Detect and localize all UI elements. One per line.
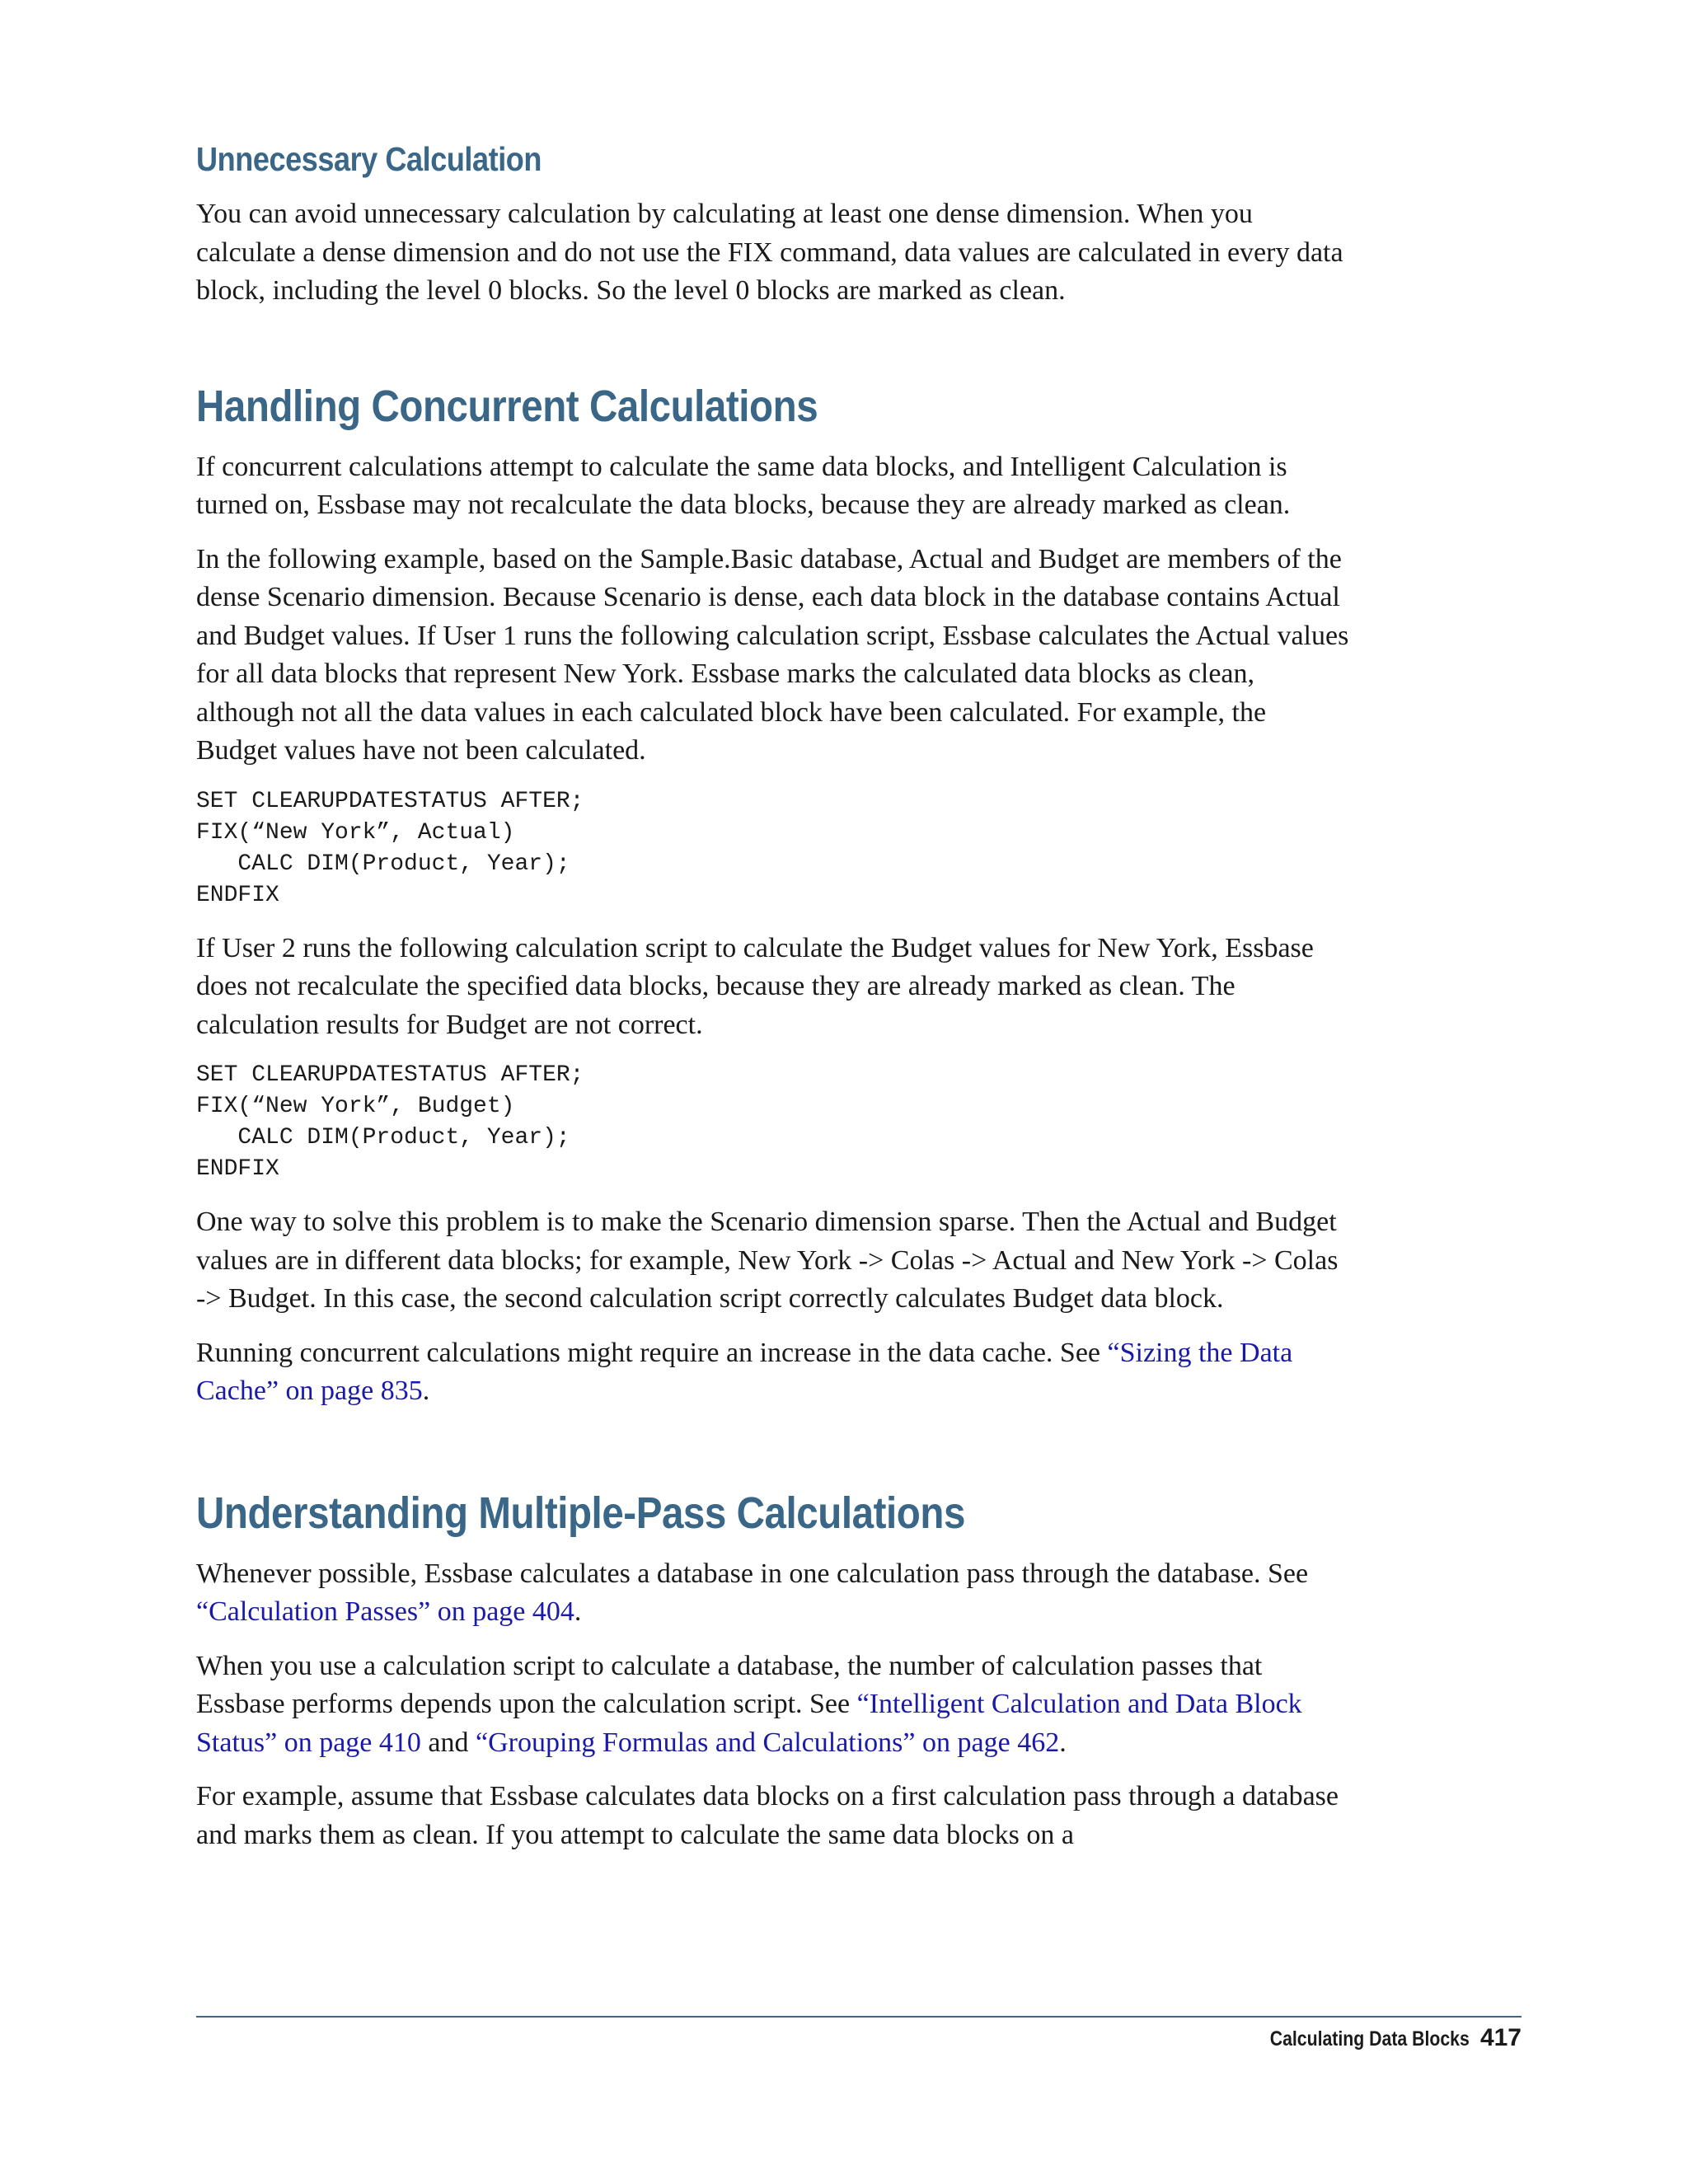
link-grouping-formulas[interactable]: “Grouping Formulas and Calculations” on page 462 xyxy=(476,1727,1060,1758)
paragraph-data-cache xyxy=(196,1334,1350,1411)
code-block-actual: SET CLEARUPDATESTATUS AFTER; FIX(“New York”, Actual) CALC DIM(Product, Year); ENDFIX xyxy=(196,788,584,908)
paragraph-multipass-script-mid: and xyxy=(420,1727,476,1758)
paragraph-concurrent-example: In the following example, based on the Sample.Basic database, Actual and Budget are members of the dense Scenario dimension. Because Scenario is dense, each data block in the database contains Actual and Budget values. If User 1 runs the following calculation script, Essbase calculates the Actual values for all data blocks that represent New York. Essbase marks the calculated data blocks as clean, although not all the data values in each calculated block have been calculated. For example, the Budget values have not been calculated. xyxy=(196,543,1349,766)
paragraph-data-cache-text: Running concurrent calculations might require an increase in the data cache. See xyxy=(196,1337,1108,1368)
footer-rule xyxy=(196,2016,1522,2018)
paragraph-solution: One way to solve this problem is to make the Scenario dimension sparse. Then the Actual and Budget values are in different data blocks; for example, New York -> Colas -> Actual and New York -> Colas -> Budget. In this case, the second calculation script correctly calculates Budget data block. xyxy=(196,1207,1339,1314)
paragraph-data-cache-end: . xyxy=(422,1376,430,1406)
paragraph-user2: If User 2 runs the following calculation script to calculate the Budget values for New York, Essbase does not recalculate the specified data blocks, because they are already marked as clean. The calculation results for Budget are not correct. xyxy=(196,932,1314,1040)
page-footer xyxy=(1235,2024,1522,2052)
paragraph-multipass-script-end: . xyxy=(1059,1727,1067,1758)
paragraph-multipass-script-text: When you use a calculation script to calculate a database, the number of calculation passes that Essbase performs depends upon the calculation script. See xyxy=(196,1650,1263,1719)
paragraph-multipass-intro-end: . xyxy=(574,1596,582,1627)
paragraph-unnecessary-calculation: You can avoid unnecessary calculation by calculating at least one dense dimension. When you calculate a dense dimension and do not use the FIX command, data values are calculated in every data block, including the level 0 blocks. So the level 0 blocks are marked as clean. xyxy=(196,199,1343,306)
footer-page-number: 417 xyxy=(1479,2024,1522,2051)
link-sizing-data-cache[interactable]: “Sizing the Data Cache” on page 835 xyxy=(196,1337,1293,1406)
paragraph-multipass-intro xyxy=(196,1555,1350,1632)
paragraph-multipass-script xyxy=(196,1647,1350,1763)
paragraph-concurrent-intro: If concurrent calculations attempt to calculate the same data blocks, and Intelligent Calculation is turned on, Essbase may not recalculate the data blocks, because they are already marked as clean. xyxy=(196,451,1291,520)
paragraph-multipass-intro-text: Whenever possible, Essbase calculates a database in one calculation pass through the database. See xyxy=(196,1558,1309,1589)
footer-chapter-title: Calculating Data Blocks xyxy=(1269,2027,1470,2050)
page-content xyxy=(196,140,1350,1870)
paragraph-multipass-example: For example, assume that Essbase calculates data blocks on a first calculation pass through a database and marks them as clean. If you attempt to calculate the same data blocks on a xyxy=(196,1781,1339,1850)
heading-handling-concurrent-calculations: Handling Concurrent Calculations xyxy=(196,381,818,431)
link-intelligent-calculation[interactable]: “Intelligent Calculation and Data Block Status” on page 410 xyxy=(196,1689,1302,1758)
code-block-budget: SET CLEARUPDATESTATUS AFTER; FIX(“New York”, Budget) CALC DIM(Product, Year); ENDFIX xyxy=(196,1062,584,1182)
heading-understanding-multiple-pass-calculations: Understanding Multiple-Pass Calculations xyxy=(196,1488,965,1538)
link-calculation-passes[interactable]: “Calculation Passes” on page 404 xyxy=(196,1596,574,1627)
heading-unnecessary-calculation: Unnecessary Calculation xyxy=(196,140,542,178)
